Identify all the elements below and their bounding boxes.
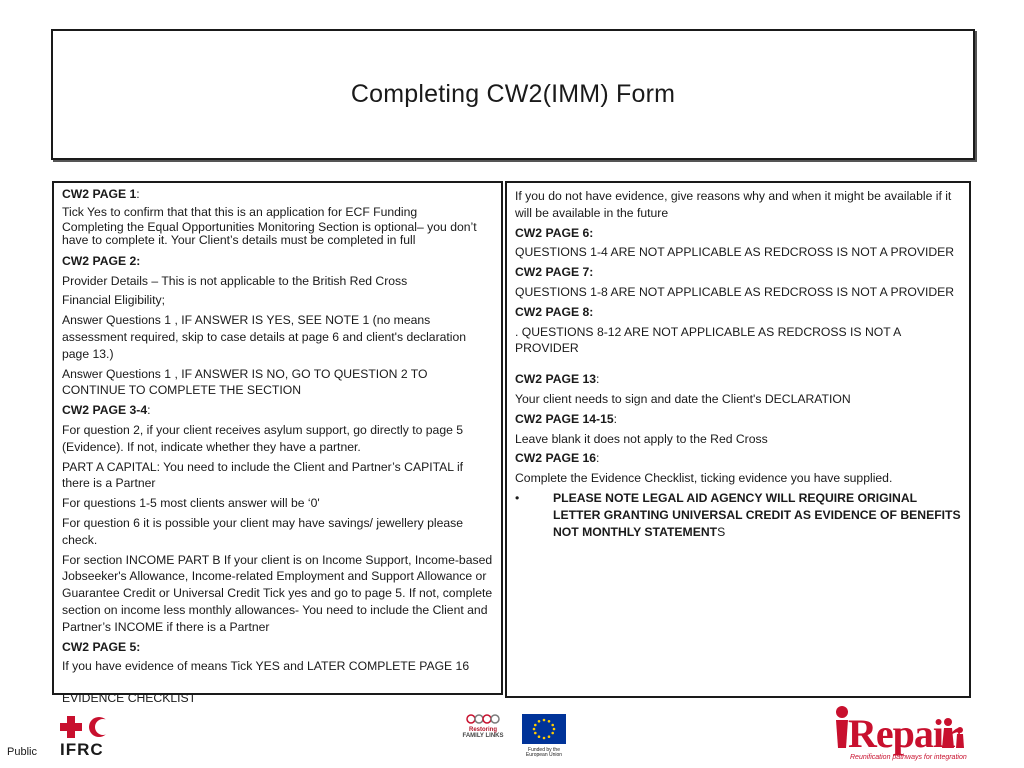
page16-text: Complete the Evidence Checklist, ticking evidence you have supplied. <box>515 471 893 486</box>
page2-text: Answer Questions 1 , IF ANSWER IS NO, GO TO QUESTION 2 TO CONTINUE TO COMPLETE THE SECTION <box>62 366 428 398</box>
rfl-line1: Restoring <box>468 727 497 733</box>
slide-title: Completing CW2(IMM) Form <box>350 80 676 108</box>
section-heading-page3-4: CW2 PAGE 3-4: <box>62 403 151 418</box>
page3-4-text: For questions 1-5 most clients answer will be ‘0' <box>62 496 320 511</box>
left-content-panel <box>52 181 503 695</box>
page1-text: Completing the Equal Opportunities Monitoring Section is optional– you don’t have to complete it. Your Client’s details must be completed in full <box>62 219 477 247</box>
page13-text: Your client needs to sign and date the Client's DECLARATION <box>515 391 851 406</box>
section-heading-page16: CW2 PAGE 16: <box>515 451 600 466</box>
page8-text: . QUESTIONS 8-12 ARE NOT APPLICABLE AS REDCROSS IS NOT A PROVIDER <box>515 324 901 356</box>
red-cross-icon <box>60 716 82 738</box>
page7-text: QUESTIONS 1-8 ARE NOT APPLICABLE AS REDCROSS IS NOT A PROVIDER <box>515 284 955 299</box>
section-heading-page14-15: CW2 PAGE 14-15: <box>515 411 618 426</box>
evidence-note-text: PLEASE NOTE LEGAL AID AGENCY WILL REQUIRE ORIGINAL LETTER GRANTING UNIVERSAL CREDIT AS EVIDENCE OF BENEFITS NOT MONTHLY STATEMENTS <box>553 490 961 539</box>
page3-4-text: For question 2, if your client receives asylum support, go directly to page 5 (Evidence). If not, indicate whether they have a partner. <box>62 422 464 454</box>
bullet-marker: • <box>515 490 520 505</box>
title-box <box>51 29 975 160</box>
page1-text: Tick Yes to confirm that that this is an application for ECF Funding <box>62 204 418 219</box>
page6-text: QUESTIONS 1-4 ARE NOT APPLICABLE AS REDCROSS IS NOT A PROVIDER <box>515 245 955 260</box>
evidence-note-bullet <box>515 490 961 540</box>
family-links-icon <box>463 713 503 725</box>
page5-overflow-text: EVIDENCE CHECKLIST <box>62 691 197 705</box>
page3-4-text: PART A CAPITAL: You need to include the Client and Partner’s CAPITAL if there is a Partner <box>62 459 464 491</box>
section-heading-page5: CW2 PAGE 5: <box>62 639 141 654</box>
section-heading-page13: CW2 PAGE 13: <box>515 372 600 387</box>
eu-flag-icon <box>522 714 566 744</box>
section-heading-page1: CW2 PAGE 1: <box>62 187 140 201</box>
repair-wordmark: Repair <box>848 711 960 756</box>
classification-label: Public <box>7 746 37 758</box>
rfl-line2: FAMILY LINKS <box>462 733 504 739</box>
page5-text: If you have evidence of means Tick YES and LATER COMPLETE PAGE 16 <box>62 659 470 674</box>
repair-tagline: Reunification pathways for integration <box>850 754 967 761</box>
page2-text: Provider Details – This is not applicable to the British Red Cross <box>62 273 408 288</box>
page3-4-text: For section INCOME PART B If your client is on Income Support, Income-based Jobseeker's Allowance, Income-related Employment and Support Allowance or Guarantee Credit or Universal Credit Tick yes and go to page 5. If not, complete section on income less monthly allowances- You need to include the Client and Partner’s INCOME if there is a Partner <box>62 552 493 634</box>
page2-text: Financial Eligibility; <box>62 293 165 308</box>
section-heading-page7: CW2 PAGE 7: <box>515 265 594 280</box>
evidence-intro-text: If you do not have evidence, give reasons why and when it might be available if it will be available in the future <box>515 189 952 220</box>
page2-text: Answer Questions 1 , IF ANSWER IS YES, SEE NOTE 1 (no means assessment required, skip to case details at page 6 and client's declaration page 13.) <box>62 313 467 361</box>
eu-funding-logo <box>522 714 566 758</box>
section-heading-page8: CW2 PAGE 8: <box>515 304 594 319</box>
ifrc-logo <box>60 716 108 760</box>
eu-caption: Funded by the European Union <box>525 747 563 758</box>
repair-logo <box>830 702 968 766</box>
red-crescent-icon <box>88 716 108 738</box>
page3-4-text: For question 6 it is possible your client may have savings/ jewellery please check. <box>62 515 464 547</box>
restoring-family-links-logo <box>455 713 511 739</box>
right-content-panel <box>505 181 971 698</box>
section-heading-page2: CW2 PAGE 2: <box>62 253 141 268</box>
ifrc-label: IFRC <box>60 740 104 759</box>
page14-15-text: Leave blank it does not apply to the Red Cross <box>515 431 768 446</box>
section-heading-page6: CW2 PAGE 6: <box>515 225 594 240</box>
